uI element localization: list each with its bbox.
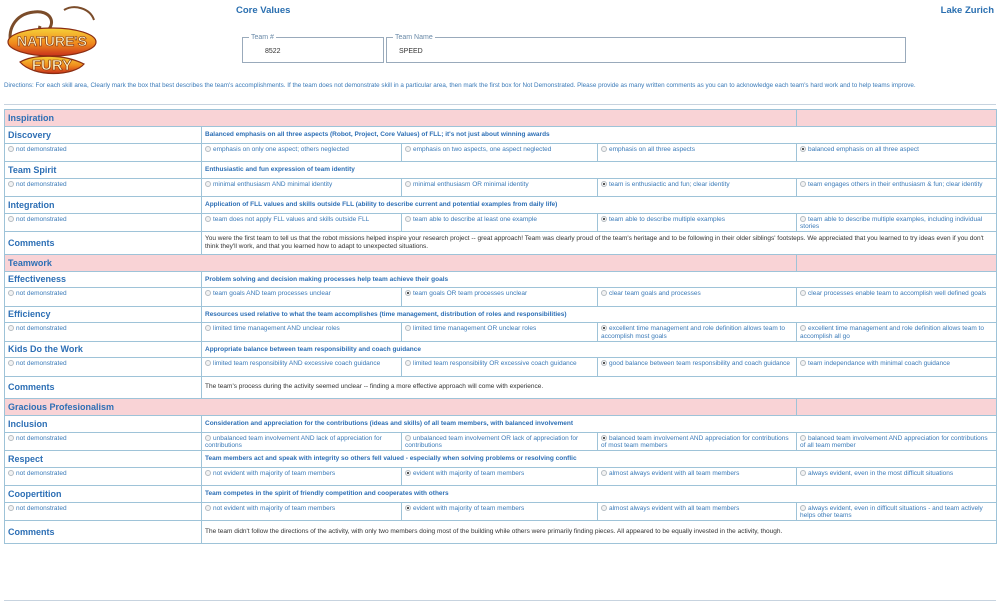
rating-option[interactable] xyxy=(598,143,797,162)
radio-icon[interactable] xyxy=(205,435,211,441)
rating-option[interactable] xyxy=(5,323,202,342)
rating-option[interactable] xyxy=(797,502,997,521)
skill-description: Appropriate balance between team responsibility and coach guidance xyxy=(202,341,997,358)
rating-option[interactable] xyxy=(402,143,598,162)
rating-option-label: not demonstrated xyxy=(16,469,67,477)
rating-option-label: clear team goals and processes xyxy=(609,290,701,297)
section-header-blank xyxy=(797,254,997,271)
rating-option[interactable] xyxy=(202,288,402,307)
skill-description: Application of FLL values and skills outside FLL (ability to describe current and potential examples from daily life) xyxy=(202,197,997,214)
skill-description: Team members act and speak with integrity so others fell valued - especially when solving problems or resolving conflic xyxy=(202,451,997,468)
rating-option-label: emphasis on two aspects, one aspect neglected xyxy=(413,145,552,153)
skill-description: Team competes in the spirit of friendly competition and cooperates with others xyxy=(202,486,997,503)
radio-icon[interactable] xyxy=(405,181,411,187)
radio-selected-icon[interactable] xyxy=(405,505,411,511)
rating-option[interactable] xyxy=(202,323,402,342)
radio-icon[interactable] xyxy=(405,435,411,441)
radio-icon[interactable] xyxy=(601,290,607,296)
section-title: Teamwork xyxy=(5,254,797,271)
rating-option-label: not demonstrated xyxy=(16,145,67,153)
radio-icon[interactable] xyxy=(800,435,806,441)
skill-name: Kids Do the Work xyxy=(5,341,202,358)
rating-option-label: evident with majority of team members xyxy=(413,469,525,477)
skill-name: Effectiveness xyxy=(5,271,202,288)
section-header xyxy=(5,110,997,127)
rating-option-label: balanced team involvement AND appreciation for contributions of all team member xyxy=(800,434,988,449)
rating-option-label: evident with majority of team members xyxy=(413,504,525,512)
radio-selected-icon[interactable] xyxy=(601,435,607,441)
rating-option-label: not demonstrated xyxy=(16,504,67,512)
rating-option[interactable] xyxy=(797,323,997,342)
skill-row xyxy=(5,341,997,358)
rating-option-label: limited time management AND unclear roles xyxy=(213,325,340,332)
section-header-blank xyxy=(797,110,997,127)
skill-name: Team Spirit xyxy=(5,162,202,179)
logo-text-bottom: FURY xyxy=(31,57,73,74)
skill-name: Efficiency xyxy=(5,306,202,323)
radio-selected-icon[interactable] xyxy=(405,470,411,476)
team-name-field[interactable] xyxy=(386,34,906,63)
rating-option-label: team able to describe multiple examples xyxy=(609,215,725,223)
comments-text[interactable]: The team's process during the activity seemed unclear -- finding a more effective approach will come with experience. xyxy=(202,376,997,399)
radio-icon[interactable] xyxy=(205,360,211,366)
rating-option-label: team able to describe at least one example xyxy=(413,215,537,223)
radio-icon[interactable] xyxy=(8,505,14,511)
rating-option-label: limited team responsibility AND excessive coach guidance xyxy=(213,360,381,367)
rating-option-label: not demonstrated xyxy=(16,325,67,332)
rating-option[interactable] xyxy=(202,143,402,162)
skill-description: Resources used relative to what the team accomplishes (time management, distribution of roles and responsibilities) xyxy=(202,306,997,323)
rating-option-label: not demonstrated xyxy=(16,360,67,367)
rating-option-label: excellent time management and role definition allows team to accomplish most goals xyxy=(601,325,785,340)
skill-description: Consideration and appreciation for the contributions (ideas and skills) of all team members, with balanced involvement xyxy=(202,416,997,433)
rating-option[interactable] xyxy=(402,323,598,342)
rating-option[interactable] xyxy=(5,143,202,162)
comments-row xyxy=(5,376,997,399)
rating-option-label: unbalanced team involvement OR lack of appreciation for contributions xyxy=(405,434,579,449)
radio-icon[interactable] xyxy=(205,325,211,331)
rating-option-label: excellent time management and role definition allows team to accomplish all go xyxy=(800,325,984,340)
rating-option-label: always evident, even in difficult situations - and team actively helps other teams xyxy=(800,504,983,519)
radio-icon[interactable] xyxy=(800,505,806,511)
team-name-value: SPEED xyxy=(399,48,423,55)
radio-icon[interactable] xyxy=(8,146,14,152)
radio-icon[interactable] xyxy=(601,470,607,476)
radio-selected-icon[interactable] xyxy=(800,146,806,152)
comments-text[interactable]: The team didn't follow the directions of the activity, with only two members doing most of the building while others were primarily finding pieces. All appeared to be equally invested in the activity, though. xyxy=(202,521,997,544)
rating-option-label: team engages others in their enthusiasm & fun; clear identity xyxy=(808,180,983,188)
rating-options-row xyxy=(5,213,997,232)
rating-option[interactable] xyxy=(598,288,797,307)
rating-option[interactable] xyxy=(598,178,797,197)
team-number-legend: Team # xyxy=(251,34,274,41)
location-label: Lake Zurich xyxy=(940,5,994,16)
section-title: Inspiration xyxy=(5,110,797,127)
rating-option-label: emphasis on all three aspects xyxy=(609,145,695,153)
rating-option[interactable] xyxy=(598,432,797,451)
radio-icon[interactable] xyxy=(601,505,607,511)
rating-option[interactable] xyxy=(5,178,202,197)
comments-label: Comments xyxy=(5,376,202,399)
skill-description: Enthusiastic and fun expression of team identity xyxy=(202,162,997,179)
rating-option[interactable] xyxy=(598,213,797,232)
radio-icon[interactable] xyxy=(405,325,411,331)
rating-option[interactable] xyxy=(598,502,797,521)
rating-option[interactable] xyxy=(202,358,402,377)
radio-icon[interactable] xyxy=(205,146,211,152)
rating-option[interactable] xyxy=(797,467,997,486)
rating-option[interactable] xyxy=(5,358,202,377)
rating-option-label: clear processes enable team to accomplish well defined goals xyxy=(808,290,987,297)
header xyxy=(0,0,1000,103)
team-number-value: 8522 xyxy=(265,48,281,55)
radio-icon[interactable] xyxy=(800,290,806,296)
comments-label: Comments xyxy=(5,232,202,255)
rating-option[interactable] xyxy=(202,178,402,197)
radio-icon[interactable] xyxy=(405,360,411,366)
skill-description: Balanced emphasis on all three aspects (Robot, Project, Core Values) of FLL; it's not just about winning awards xyxy=(202,127,997,144)
rating-options-row xyxy=(5,288,997,307)
top-divider xyxy=(4,104,996,105)
rating-option-label: almost always evident with all team members xyxy=(609,504,740,512)
radio-icon[interactable] xyxy=(405,216,411,222)
rating-option[interactable] xyxy=(797,288,997,307)
rating-options-row xyxy=(5,502,997,521)
rating-options-row xyxy=(5,358,997,377)
radio-icon[interactable] xyxy=(800,470,806,476)
rating-option[interactable] xyxy=(402,432,598,451)
radio-icon[interactable] xyxy=(205,290,211,296)
comments-text[interactable]: You were the first team to tell us that the robot missions helped inspire your research project -- great approach! Team was clearly proud of the team's heritage and to be following in their older siblings' footsteps. We appreciated that you learned to try ideas even if you don't think they'll work, and that you learned how to adapt to unexpected situations. xyxy=(202,232,997,255)
rating-option-label: minimal enthusiasm OR minimal identity xyxy=(413,180,529,188)
radio-icon[interactable] xyxy=(8,435,14,441)
rating-options-row xyxy=(5,143,997,162)
rating-option[interactable] xyxy=(402,213,598,232)
page-title: Core Values xyxy=(236,5,291,16)
rating-option[interactable] xyxy=(5,432,202,451)
bottom-divider xyxy=(4,600,996,601)
rating-options-row xyxy=(5,467,997,486)
rating-options-row xyxy=(5,178,997,197)
rating-option-label: not evident with majority of team members xyxy=(213,504,336,512)
rating-option[interactable] xyxy=(598,467,797,486)
skill-description: Problem solving and decision making processes help team achieve their goals xyxy=(202,271,997,288)
logo-text-top: NATURE'S xyxy=(17,33,87,49)
rating-option[interactable] xyxy=(202,502,402,521)
rating-option[interactable] xyxy=(797,178,997,197)
rating-option-label: limited team responsibility OR excessive coach guidance xyxy=(413,360,577,367)
radio-icon[interactable] xyxy=(8,181,14,187)
rating-option-label: not demonstrated xyxy=(16,180,67,188)
natures-fury-logo xyxy=(4,2,100,80)
radio-selected-icon[interactable] xyxy=(601,181,607,187)
radio-selected-icon[interactable] xyxy=(601,325,607,331)
rating-option-label: not demonstrated xyxy=(16,290,67,297)
skill-name: Coopertition xyxy=(5,486,202,503)
rating-option-label: team independance with minimal coach guidance xyxy=(808,360,951,367)
team-number-field[interactable] xyxy=(242,34,384,63)
rating-option-label: unbalanced team involvement AND lack of appreciation for contributions xyxy=(205,434,382,449)
rating-option[interactable] xyxy=(598,323,797,342)
section-title: Gracious Profesionalism xyxy=(5,399,797,416)
skill-row xyxy=(5,162,997,179)
skill-row xyxy=(5,486,997,503)
rating-option-label: team is enthusiactic and fun; clear identity xyxy=(609,180,730,188)
radio-selected-icon[interactable] xyxy=(405,290,411,296)
rating-option-label: team does not apply FLL values and skills outside FLL xyxy=(213,215,370,223)
rating-options-row xyxy=(5,323,997,342)
section-header-blank xyxy=(797,399,997,416)
section-header xyxy=(5,399,997,416)
rating-option-label: team goals OR team processes unclear xyxy=(413,290,528,297)
skill-row xyxy=(5,416,997,433)
rating-option[interactable] xyxy=(5,502,202,521)
comments-label: Comments xyxy=(5,521,202,544)
radio-icon[interactable] xyxy=(405,146,411,152)
rating-option[interactable] xyxy=(5,288,202,307)
skill-row xyxy=(5,127,997,144)
rating-option-label: team able to describe multiple examples, including individual stories xyxy=(800,215,983,230)
rubric-table xyxy=(4,109,997,544)
radio-icon[interactable] xyxy=(205,181,211,187)
rating-option-label: balanced emphasis on all three aspect xyxy=(808,145,919,153)
radio-icon[interactable] xyxy=(800,325,806,331)
rating-option-label: minimal enthusiasm AND minimal identity xyxy=(213,180,333,188)
rating-option[interactable] xyxy=(402,502,598,521)
rating-option-label: emphasis on only one aspect; others neglected xyxy=(213,145,349,153)
rating-option-label: balanced team involvement AND appreciation for contributions of most team members xyxy=(601,434,789,449)
rating-option[interactable] xyxy=(598,358,797,377)
rating-option-label: always evident, even in the most difficult situations xyxy=(808,469,954,477)
radio-icon[interactable] xyxy=(8,325,14,331)
rating-option[interactable] xyxy=(797,358,997,377)
rating-option[interactable] xyxy=(797,432,997,451)
rating-option-label: almost always evident with all team members xyxy=(609,469,740,477)
rating-option[interactable] xyxy=(202,213,402,232)
rating-option[interactable] xyxy=(402,467,598,486)
radio-icon[interactable] xyxy=(800,181,806,187)
rating-option-label: not demonstrated xyxy=(16,215,67,223)
radio-icon[interactable] xyxy=(8,290,14,296)
rating-option-label: not evident with majority of team members xyxy=(213,469,336,477)
section-header xyxy=(5,254,997,271)
comments-row xyxy=(5,521,997,544)
skill-name: Inclusion xyxy=(5,416,202,433)
team-name-legend: Team Name xyxy=(395,34,433,41)
rating-option[interactable] xyxy=(5,213,202,232)
skill-name: Integration xyxy=(5,197,202,214)
radio-selected-icon[interactable] xyxy=(601,360,607,366)
radio-icon[interactable] xyxy=(8,360,14,366)
rating-option[interactable] xyxy=(202,467,402,486)
skill-row xyxy=(5,197,997,214)
skill-row xyxy=(5,306,997,323)
radio-icon[interactable] xyxy=(205,505,211,511)
radio-icon[interactable] xyxy=(601,146,607,152)
radio-icon[interactable] xyxy=(205,216,211,222)
radio-icon[interactable] xyxy=(8,470,14,476)
radio-icon[interactable] xyxy=(800,216,806,222)
directions-text: Directions: For each skill area, Clearly mark the box that best describes the team's accomplishments. If the team does not demonstrate skill in a particular area, then mark the first box for Not Demonstrated. Please provide as many written comments as you can to acknowledge each team's hard work and to help teams improve. xyxy=(4,82,916,89)
rating-option-label: not demonstrated xyxy=(16,434,67,442)
rating-option[interactable] xyxy=(402,178,598,197)
rating-option[interactable] xyxy=(797,143,997,162)
radio-icon[interactable] xyxy=(8,216,14,222)
rating-option[interactable] xyxy=(202,432,402,451)
radio-icon[interactable] xyxy=(800,360,806,366)
rating-option-label: team goals AND team processes unclear xyxy=(213,290,331,297)
skill-name: Respect xyxy=(5,451,202,468)
rating-options-row xyxy=(5,432,997,451)
rating-option[interactable] xyxy=(797,213,997,232)
comments-row xyxy=(5,232,997,255)
skill-row xyxy=(5,271,997,288)
rating-option-label: limited time management OR unclear roles xyxy=(413,325,537,332)
radio-icon[interactable] xyxy=(205,470,211,476)
rating-option[interactable] xyxy=(5,467,202,486)
rating-option[interactable] xyxy=(402,288,598,307)
rating-option[interactable] xyxy=(402,358,598,377)
skill-row xyxy=(5,451,997,468)
radio-selected-icon[interactable] xyxy=(601,216,607,222)
rating-option-label: good balance between team responsibility and coach guidance xyxy=(609,360,791,367)
skill-name: Discovery xyxy=(5,127,202,144)
